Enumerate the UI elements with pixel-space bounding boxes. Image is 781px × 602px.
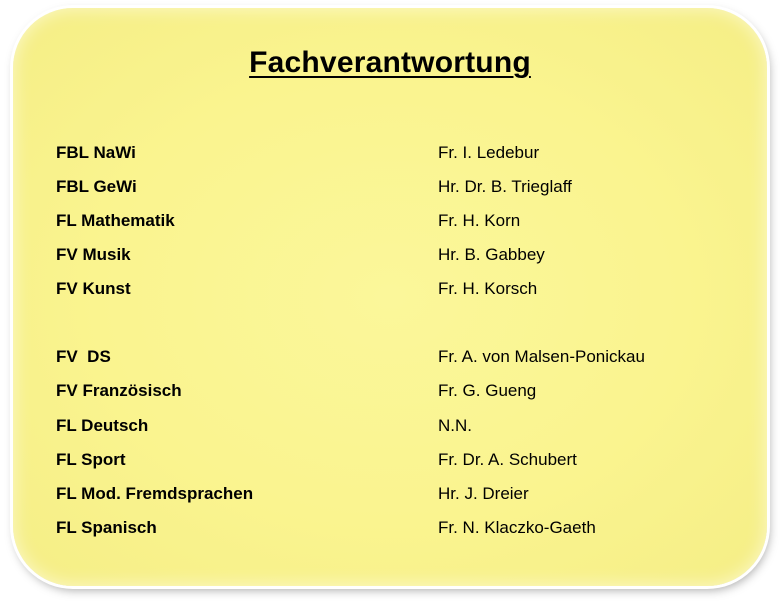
role-label: FL Deutsch <box>56 416 149 435</box>
list-item <box>56 143 736 167</box>
role-label: FV Musik <box>56 245 131 264</box>
list-item <box>56 518 736 542</box>
list-item <box>56 381 736 405</box>
person-name: Fr. A. von Malsen-Ponickau <box>438 347 645 366</box>
role-label: FL Sport <box>56 450 126 469</box>
list-item <box>56 279 736 303</box>
person-name: Fr. G. Gueng <box>438 381 537 400</box>
person-name: Fr. N. Klaczko-Gaeth <box>438 518 596 537</box>
role-label: FV DS <box>56 347 111 366</box>
list-item <box>56 347 736 371</box>
person-name: Hr. J. Dreier <box>438 484 529 503</box>
list-item <box>56 450 736 474</box>
role-label: FBL NaWi <box>56 143 136 162</box>
person-name: Hr. B. Gabbey <box>438 245 545 264</box>
role-label: FL Spanisch <box>56 518 157 537</box>
role-label: FL Mod. Fremdsprachen <box>56 484 254 503</box>
role-label: FL Mathematik <box>56 211 175 230</box>
responsibility-card <box>13 8 767 586</box>
role-label: FBL GeWi <box>56 177 137 196</box>
role-label: FV Französisch <box>56 381 182 400</box>
list-item <box>56 211 736 235</box>
person-name: Fr. I. Ledebur <box>438 143 540 162</box>
person-name: Fr. H. Korsch <box>438 279 538 298</box>
role-label: FV Kunst <box>56 279 131 298</box>
person-name: Fr. H. Korn <box>438 211 521 230</box>
list-item <box>56 245 736 269</box>
person-name: N.N. <box>438 416 472 435</box>
list-item <box>56 484 736 508</box>
list-item <box>56 416 736 440</box>
person-name: Fr. Dr. A. Schubert <box>438 450 577 469</box>
person-name: Hr. Dr. B. Trieglaff <box>438 177 572 196</box>
list-item <box>56 177 736 201</box>
page-title: Fachverantwortung <box>249 46 531 79</box>
